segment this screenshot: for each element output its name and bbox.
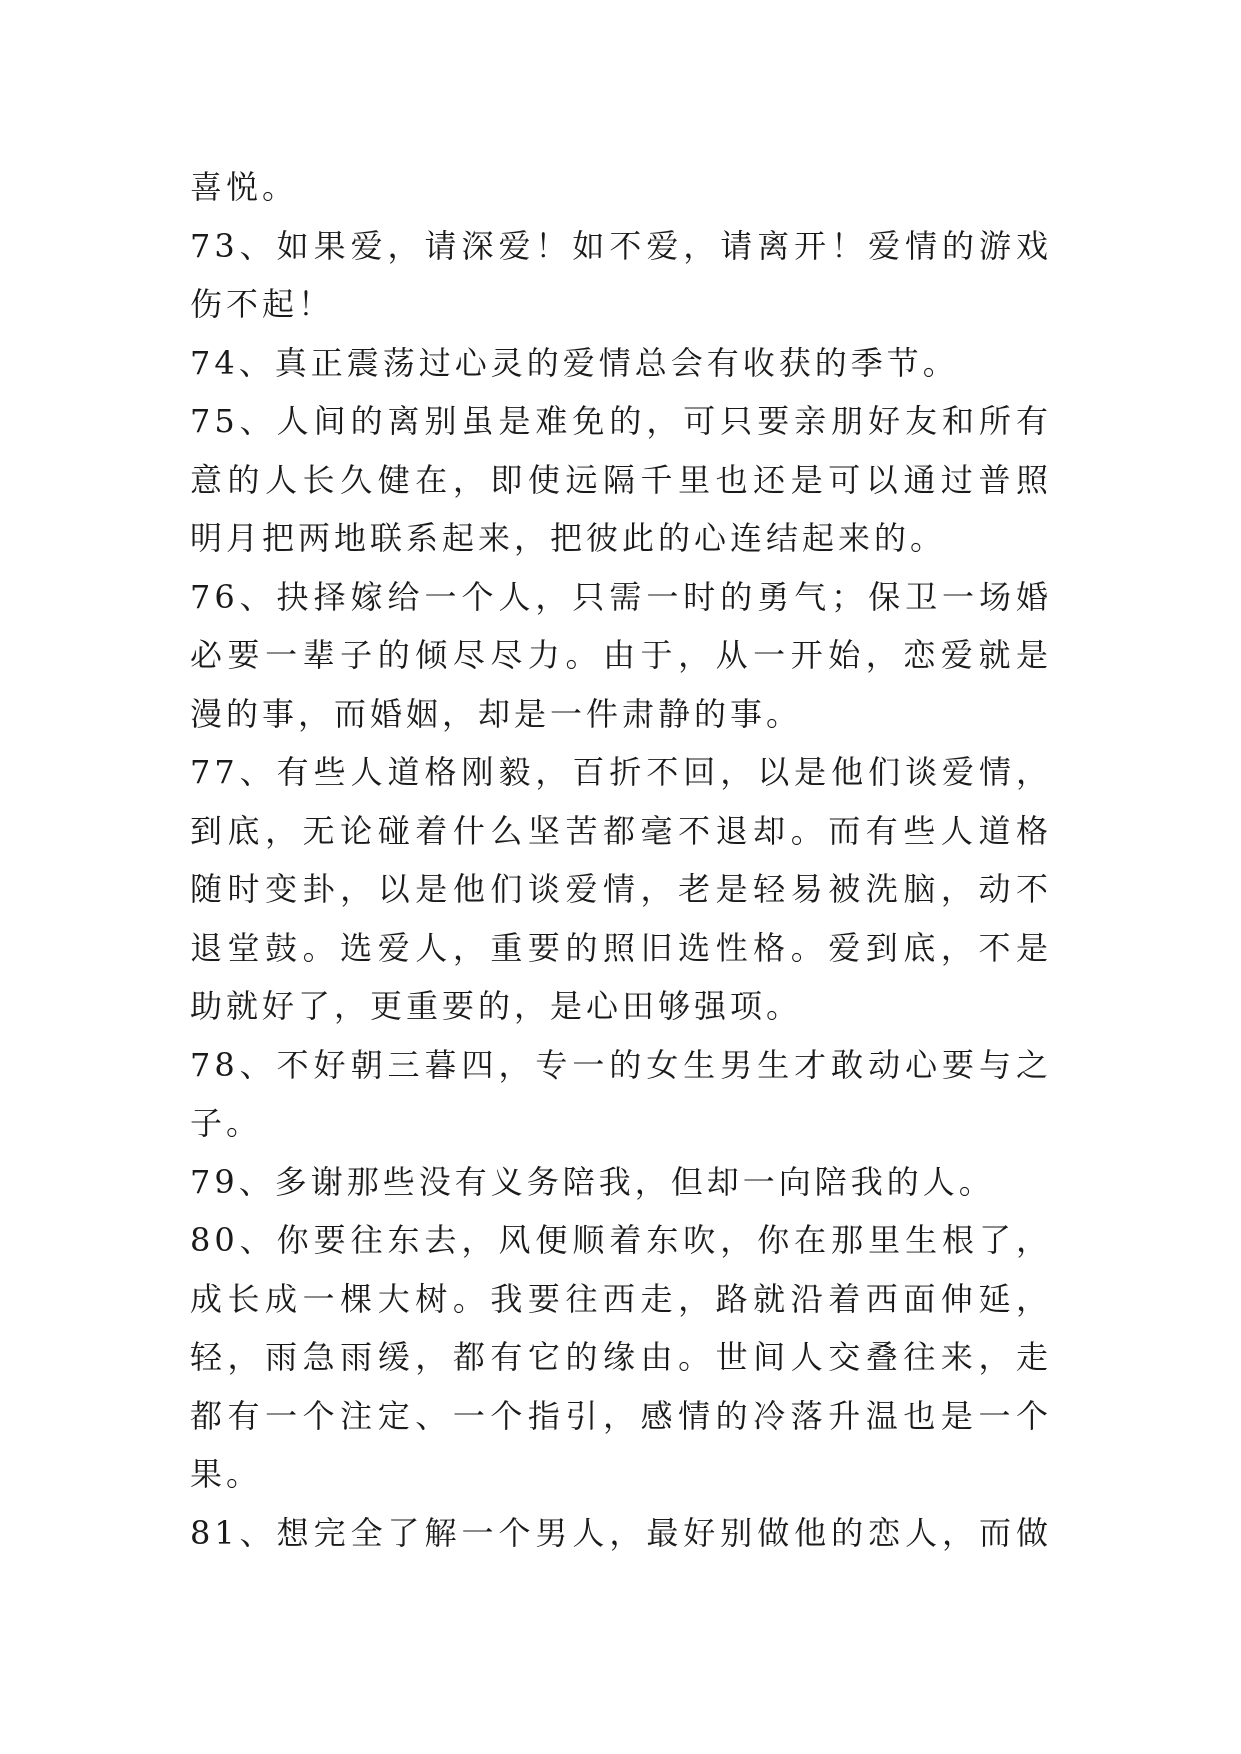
text-line: 80、你要往东去，风便顺着东吹，你在那里生根了， [190,1221,1052,1259]
text-line: 喜悦。 [190,168,299,206]
text-line: 明月把两地联系起来，把彼此的心连结起来的。 [190,519,947,557]
text-line: 助就好了，更重要的，是心田够强项。 [190,987,803,1025]
text-line: 伤不起！ [190,285,335,323]
text-line: 果。 [190,1455,263,1493]
text-line: 79、多谢那些没有义务陪我，但却一向陪我的人。 [190,1162,995,1201]
text-line: 轻，雨急雨缓，都有它的缘由。世间人交叠往来，走 [190,1338,1052,1376]
text-line: 退堂鼓。选爱人，重要的照旧选性格。爱到底，不是 [190,928,1052,967]
text-line: 到底，无论碰着什么坚苦都毫不退却。而有些人道格 [190,811,1052,850]
text-line: 必要一辈子的倾尽尽力。由于，从一开始，恋爱就是 [190,636,1052,674]
text-line: 意的人长久健在，即使远隔千里也还是可以通过普照 [190,460,1052,499]
text-line: 75、人间的离别虽是难免的，可只要亲朋好友和所有 [190,402,1052,440]
body-text [190,158,1070,1562]
text-line: 73、如果爱，请深爱！如不爱，请离开！爱情的游戏 [190,226,1052,265]
text-line: 成长成一棵大树。我要往西走，路就沿着西面伸延， [190,1279,1052,1318]
text-line: 漫的事，而婚姻，却是一件肃静的事。 [190,694,803,733]
text-line: 77、有些人道格刚毅，百折不回，以是他们谈爱情， [190,753,1052,791]
text-line: 81、想完全了解一个男人，最好别做他的恋人，而做 [190,1513,1052,1552]
text-line: 78、不好朝三暮四，专一的女生男生才敢动心要与之 [190,1045,1052,1084]
text-line: 都有一个注定、一个指引，感情的冷落升温也是一个 [190,1396,1052,1435]
text-line: 74、真正震荡过心灵的爱情总会有收获的季节。 [190,343,959,382]
text-line: 随时变卦，以是他们谈爱情，老是轻易被洗脑，动不 [190,870,1052,908]
text-line: 子。 [190,1104,263,1142]
text-line: 76、抉择嫁给一个人，只需一时的勇气；保卫一场婚 [190,577,1052,616]
